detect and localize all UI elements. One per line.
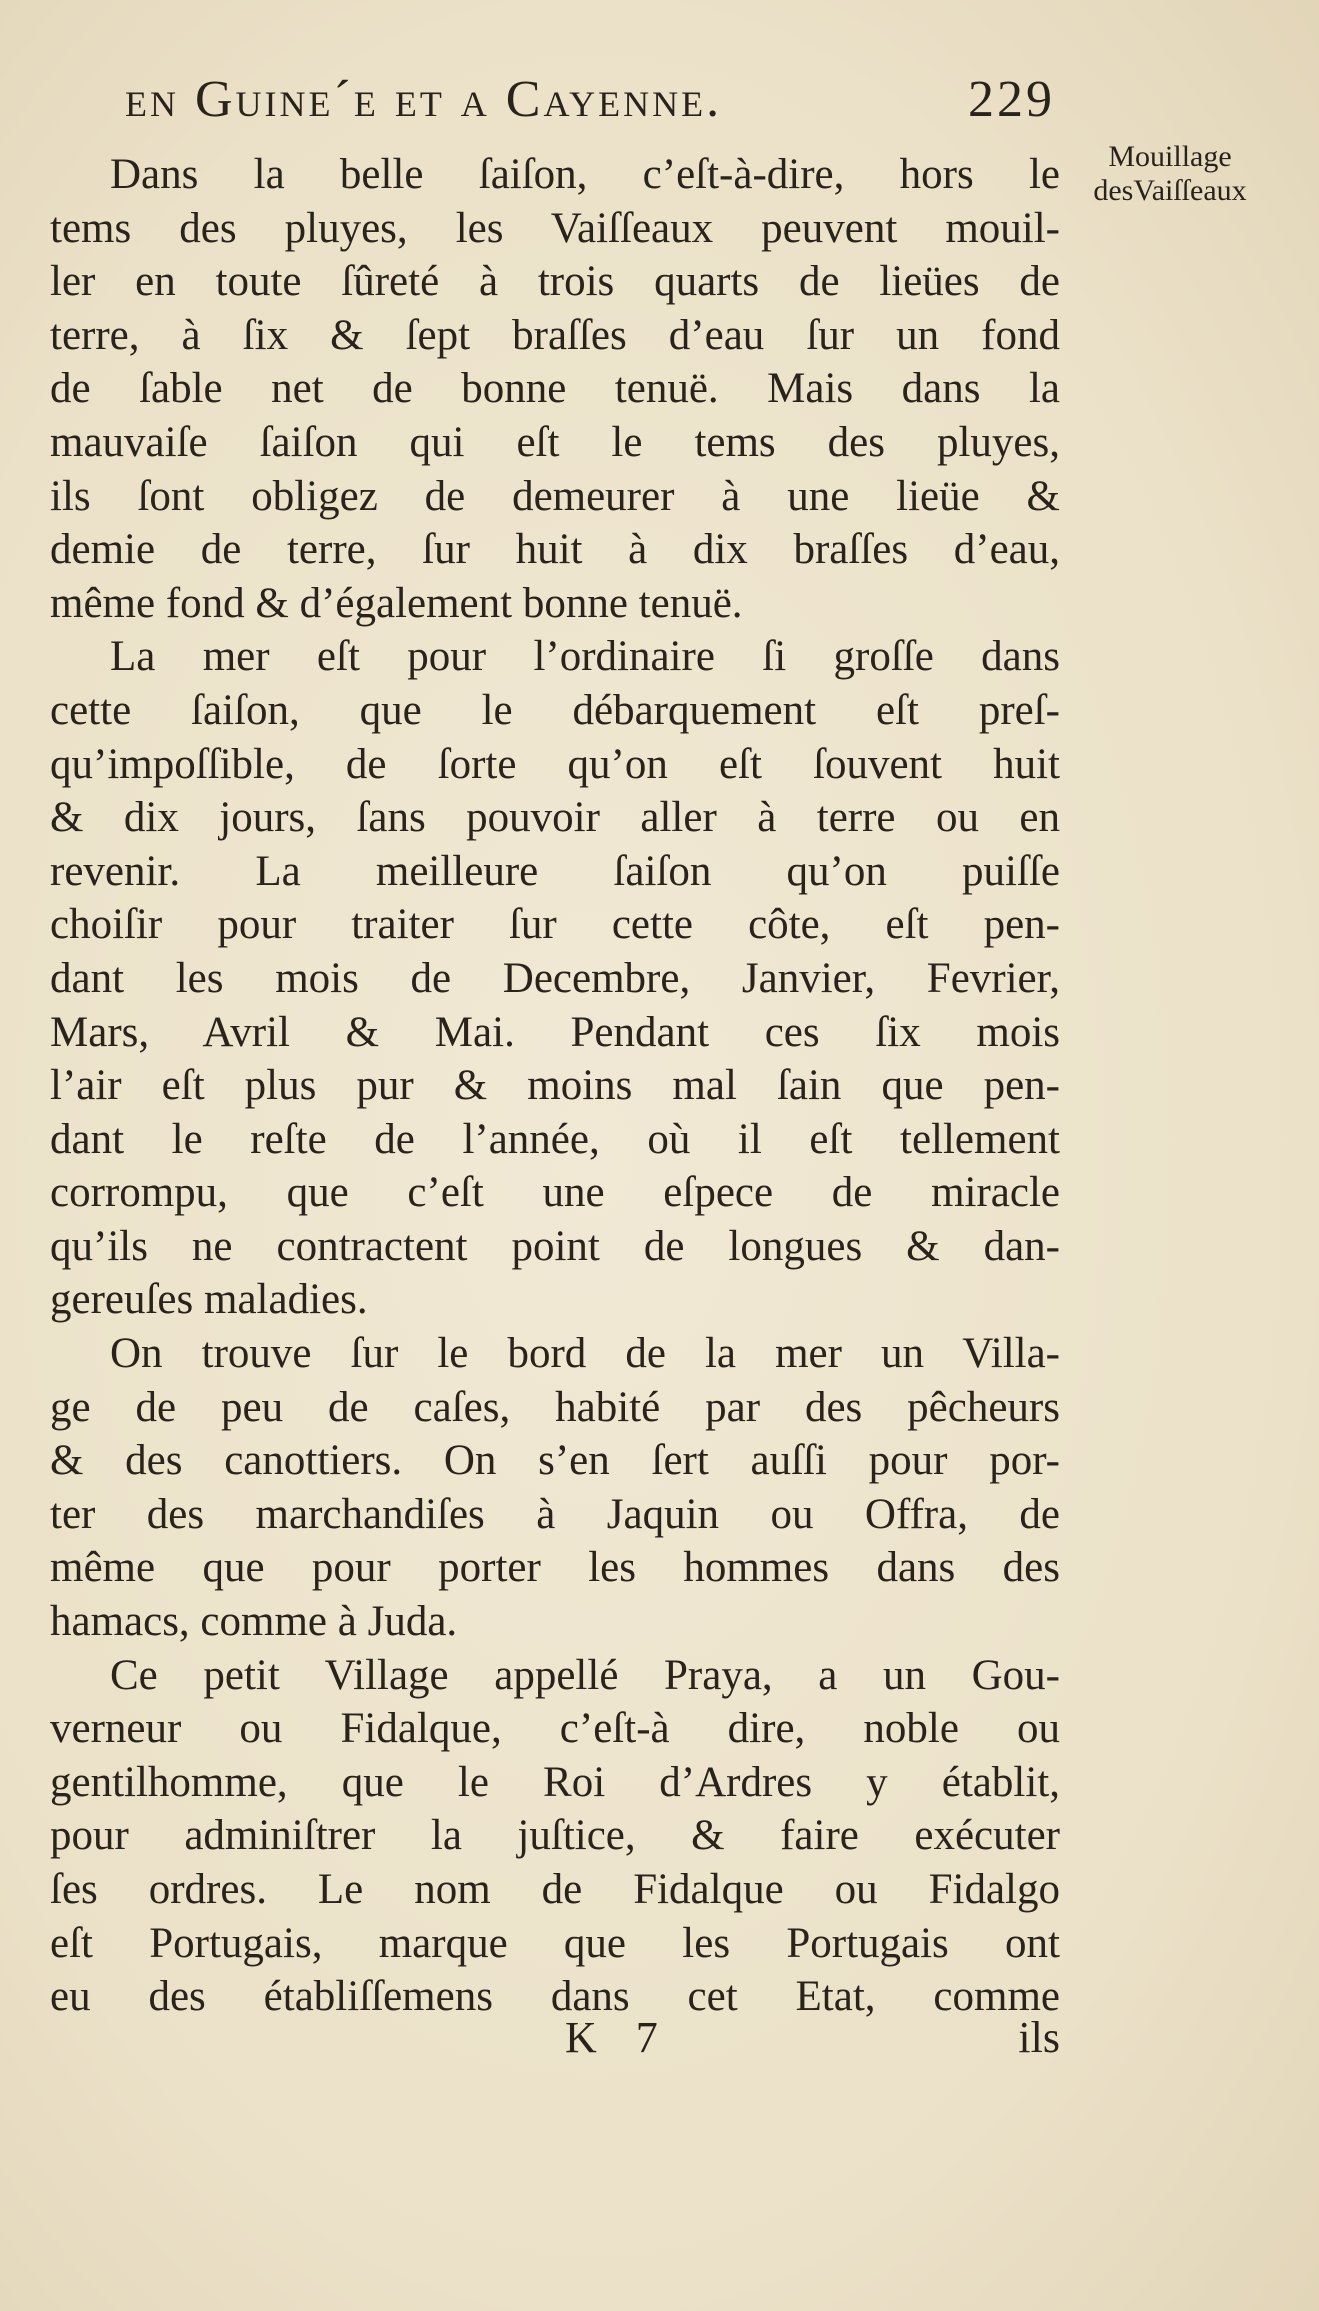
text-line: même que pour porter les hommes dans des <box>50 1544 1060 1592</box>
running-header <box>125 66 1055 146</box>
text-line: demie de terre, ſur huit à dix braſſes d’eau, <box>50 526 1060 574</box>
text-line: verneur ou Fidalque, c’eſt-à dire, noble ou <box>50 1705 1060 1753</box>
text-line: ſes ordres. Le nom de Fidalque ou Fidalgo <box>50 1866 1060 1913</box>
signature-mark: K 7 <box>565 2013 672 2062</box>
text-line: La mer eſt pour l’ordinaire ſi groſſe dans <box>110 633 1060 681</box>
text-line: hamacs, comme à Juda. <box>50 1598 458 1646</box>
text-line: & des canottiers. On s’en ſert auſſi pour por- <box>50 1437 1060 1485</box>
text-line: Ce petit Village appellé Praya, a un Gou- <box>110 1651 1060 1699</box>
text-line: ler en toute ſûreté à trois quarts de lieües de <box>50 258 1060 306</box>
text-line: gereuſes maladies. <box>50 1276 368 1324</box>
text-line: ils ſont obligez de demeurer à une lieüe & <box>50 472 1060 520</box>
text-line: eſt Portugais, marque que les Portugais ont <box>50 1919 1060 1967</box>
page-footer <box>50 2012 1060 2072</box>
text-line: Dans la belle ſaiſon, c’eſt-à-dire, hors le <box>110 151 1060 198</box>
text-line: ge de peu de caſes, habité par des pêcheurs <box>50 1383 1060 1431</box>
text-line: dant le reſte de l’année, où il eſt tellement <box>50 1115 1060 1163</box>
text-line: ter des marchandiſes à Jaquin ou Offra, de <box>50 1490 1060 1538</box>
text-line: pour adminiſtrer la juſtice, & faire exécuter <box>50 1812 1060 1860</box>
marginal-note-line: desVaiſſeaux <box>1093 174 1247 207</box>
text-line: eu des établiſſemens dans cet Etat, comme <box>50 1973 1060 2021</box>
marginal-note <box>1055 140 1285 208</box>
body-text <box>50 148 1060 2024</box>
text-line: qu’ils ne contractent point de longues & dan- <box>50 1222 1060 1270</box>
text-line: cette ſaiſon, que le débarquement eſt preſ- <box>50 686 1060 734</box>
marginal-note-line: Mouillage <box>1108 140 1232 173</box>
text-line: terre, à ſix & ſept braſſes d’eau ſur un fond <box>50 311 1060 359</box>
text-line: l’air eſt plus pur & moins mal ſain que pen- <box>50 1062 1060 1110</box>
page-number: 229 <box>968 71 1055 128</box>
text-line: choiſir pour traiter ſur cette côte, eſt pen- <box>50 901 1060 949</box>
text-line: revenir. La meilleure ſaiſon qu’on puiſſe <box>50 847 1060 895</box>
text-line: On trouve ſur le bord de la mer un Villa- <box>110 1330 1060 1378</box>
text-line: corrompu, que c’eſt une eſpece de miracle <box>50 1169 1060 1217</box>
text-line: & dix jours, ſans pouvoir aller à terre ou en <box>50 794 1060 842</box>
running-title: en Guine´e et a Cayenne. <box>125 71 723 128</box>
text-line: tems des pluyes, les Vaiſſeaux peuvent mouil- <box>50 204 1060 252</box>
text-line: gentilhomme, que le Roi d’Ardres y établit, <box>50 1758 1060 1806</box>
text-line: mauvaiſe ſaiſon qui eſt le tems des pluyes, <box>50 418 1060 466</box>
text-line: Mars, Avril & Mai. Pendant ces ſix mois <box>50 1008 1060 1056</box>
text-line: qu’impoſſible, de ſorte qu’on eſt ſouvent huit <box>50 740 1060 788</box>
catchword: ils <box>1018 2013 1060 2062</box>
text-line: même fond & d’également bonne tenuë. <box>50 579 743 627</box>
text-line: de ſable net de bonne tenuë. Mais dans la <box>50 365 1060 413</box>
text-line: dant les mois de Decembre, Janvier, Fevrier, <box>50 954 1060 1002</box>
